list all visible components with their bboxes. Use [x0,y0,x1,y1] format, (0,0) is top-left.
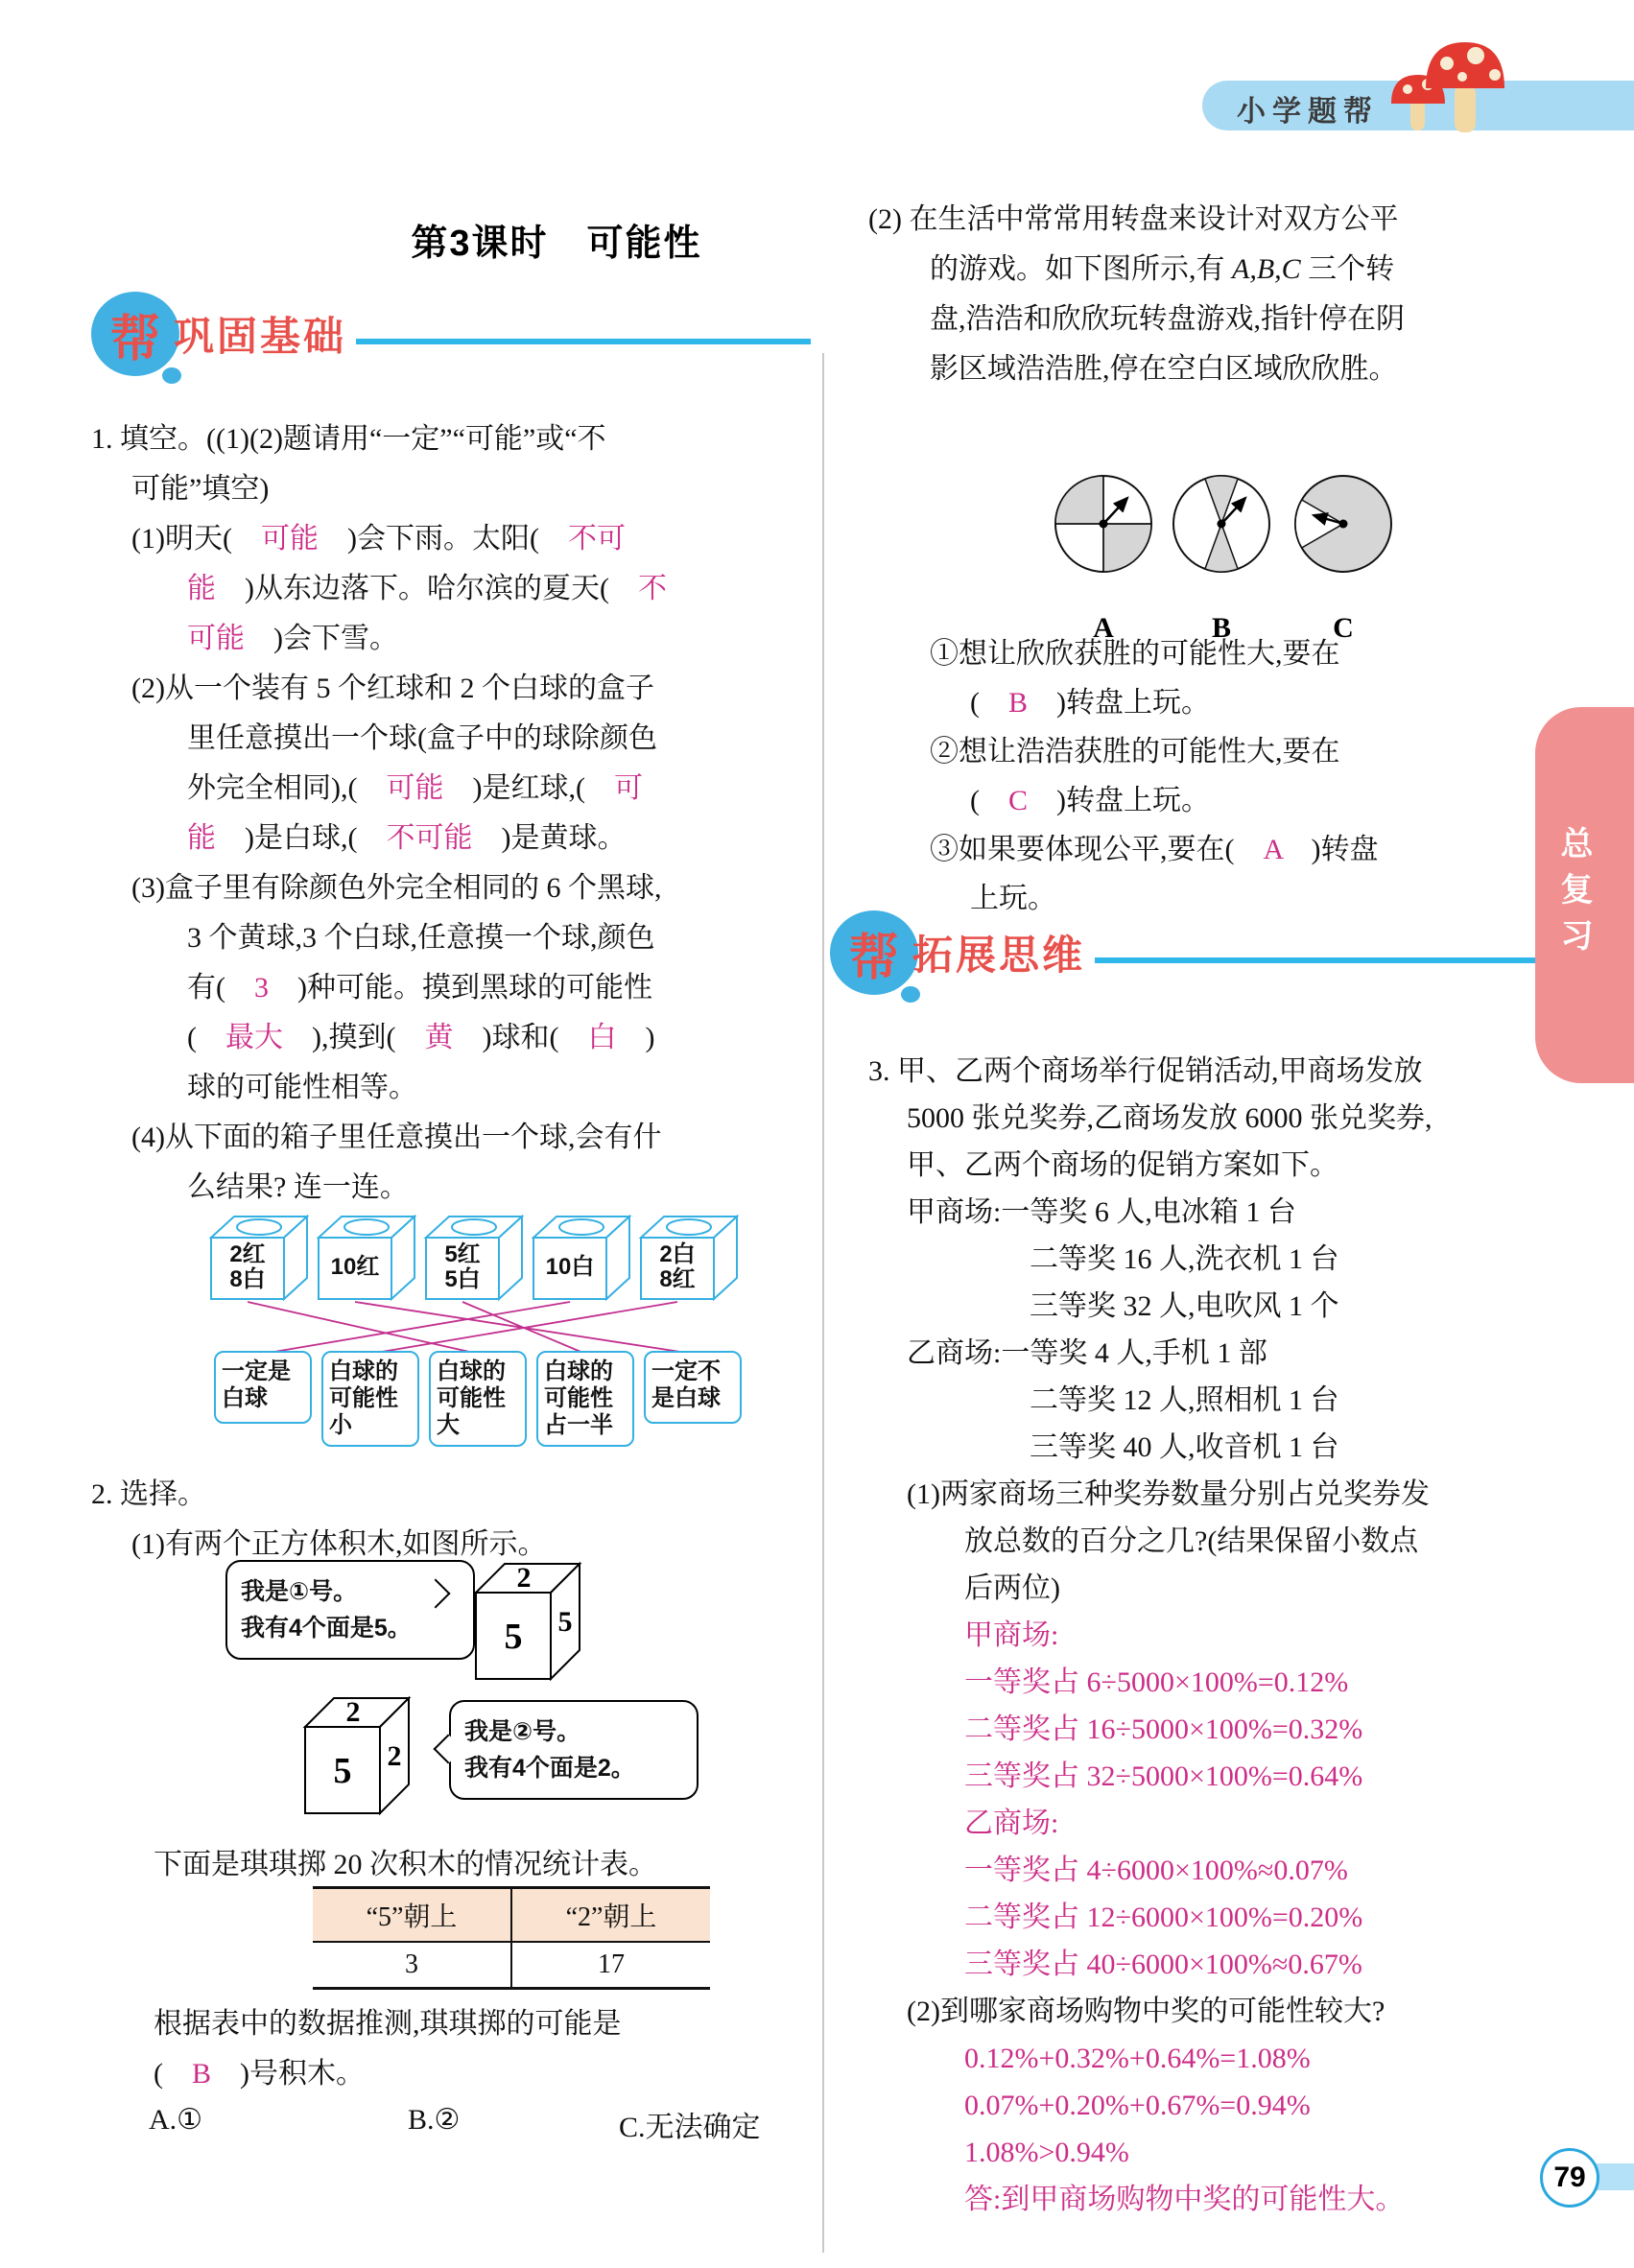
text-line: 二等奖 12 人,照相机 1 台 [1030,1384,1339,1416]
option-c: C.无法确定 [619,2112,761,2143]
text-line: 二等奖占 12÷6000×100%=0.20% [964,1902,1363,1933]
text-line: 三等奖 40 人,收音机 1 台 [1030,1431,1339,1463]
table-header-cell: “5”朝上 [313,1889,512,1941]
box-label: 2白 8红 [659,1241,696,1292]
text-line: (2)到哪家商场购物中奖的可能性较大? [907,1996,1385,2027]
matching-diagram [209,1211,743,1453]
text-line: 球的可能性相等。 [187,1072,417,1103]
text-line: 放总数的百分之几?(结果保留小数点 [964,1525,1419,1557]
text-line: (1)有两个正方体积木,如图所示。 [131,1528,547,1560]
text-line: 的游戏。如下图所示,有 A,B,C 三个转 [930,253,1395,285]
text-line: ②想让浩浩获胜的可能性大,要在 [930,736,1340,768]
text-line: 有( 3 )种可能。摸到黑球的可能性 [187,972,652,1004]
question-2-text [91,1470,820,1570]
spinner-c [1295,476,1391,644]
text-line: (3)盒子里有除颜色外完全相同的 6 个黑球, [131,872,662,904]
box-label: 10白 [545,1254,595,1280]
text-line: 能 )是白球,( 不可能 )是黄球。 [187,822,627,854]
text-line: 根据表中的数据推测,琪琪掷的可能是 [154,2008,622,2040]
text-line: 能 )从东边落下。哈尔滨的夏天( 不 [187,573,667,604]
svg-text:2: 2 [345,1696,361,1728]
cube-2 [297,1689,414,1815]
text-line: 三等奖 32 人,电吹风 1 个 [1030,1290,1339,1322]
text-line: 下面是琪琪掷 20 次积木的情况统计表。 [154,1849,657,1880]
text-line: 里任意摸出一个球(盒子中的球除颜色 [187,722,657,754]
speech-bubble-cube2: 我是②号。 我有4个面是2。 [449,1700,699,1800]
table-intro [154,1840,825,1890]
text-line: 一等奖占 6÷5000×100%=0.12% [964,1666,1349,1698]
text-line: 二等奖占 16÷5000×100%=0.32% [964,1713,1363,1745]
choice-options [91,2103,811,2153]
text-line: 可能 )会下雪。 [187,623,398,654]
text-line: 甲商场: [964,1619,1059,1651]
text-line: 1. 填空。((1)(2)题请用“一定”“可能”或“不 [91,423,606,455]
svg-text:5: 5 [557,1606,573,1638]
text-line: (2)从一个装有 5 个红球和 2 个白球的盒子 [131,673,654,704]
text-line: 外完全相同),( 可能 )是红球,( 可 [187,772,643,804]
answer-card: 一定是 白球 [214,1351,312,1424]
spinner-a [1055,476,1151,644]
section-title-consolidate: 巩固基础 [174,314,347,359]
box-label: 2红 8白 [229,1241,266,1292]
section-title-expand: 拓展思维 [912,933,1086,978]
answer-card: 白球的 可能性 大 [429,1351,527,1447]
option-b: B.② [408,2104,461,2136]
spinner-diagrams [1012,459,1425,646]
text-line: 0.07%+0.20%+0.67%=0.94% [964,2090,1311,2121]
question-3-text [868,1048,1598,2223]
speech-bubble-cube1: 我是①号。 我有4个面是5。 [225,1560,475,1660]
page-title: 第3课时 可能性 [411,224,702,264]
table-cell: 17 [598,1949,625,1979]
section-rule [1095,957,1593,963]
text-line: 乙商场: [964,1807,1059,1839]
text-line: 三等奖占 40÷6000×100%≈0.67% [964,1949,1362,1980]
text-line: 后两位) [964,1572,1060,1604]
text-line: 0.12%+0.32%+0.64%=1.08% [964,2043,1311,2074]
table-row [313,1943,710,1987]
text-line: 3 个黄球,3 个白球,任意摸一个球,颜色 [187,922,655,954]
text-line: ( C )转盘上玩。 [970,785,1211,816]
text-line: ( 最大 ),摸到( 黄 )球和( 白 ) [187,1022,655,1053]
text-line: ( B )转盘上玩。 [970,687,1211,719]
badge-blob-icon: 帮 [91,292,179,376]
text-line: 上玩。 [970,883,1056,914]
text-line: (1)明天( 可能 )会下雨。太阳( 不可 [131,523,626,555]
option-a: A.① [149,2104,203,2136]
box-label: 10红 [330,1254,380,1280]
text-line: (4)从下面的箱子里任意摸出一个球,会有什 [131,1122,662,1153]
text-line: 3. 甲、乙两个商场举行促销活动,甲商场发放 [868,1055,1423,1087]
column-divider [822,353,824,2253]
text-line: 二等奖 16 人,洗衣机 1 台 [1030,1243,1339,1275]
table-header-row [313,1889,710,1943]
page-number: 79 [1540,2148,1599,2208]
question-2r-subitems [868,629,1598,923]
question-2r-text [868,195,1598,394]
mushroom-icon [1355,35,1508,142]
svg-text:5: 5 [333,1751,352,1791]
svg-text:C: C [1333,612,1354,644]
text-line: ( B )号积木。 [154,2058,366,2090]
table-cell: 3 [313,1943,512,1987]
answer-card: 一定不 是白球 [644,1351,742,1424]
text-line: ③如果要体现公平,要在( A )转盘 [930,834,1379,865]
table-header-cell: “2”朝上 [565,1902,657,1932]
chapter-tab [1535,707,1634,1083]
text-line: 1.08%>0.94% [964,2137,1129,2168]
text-line: 影区域浩浩胜,停在空白区域欣欣胜。 [930,353,1398,385]
text-line: 5000 张兑奖券,乙商场发放 6000 张兑奖券, [907,1102,1433,1134]
text-line: 甲、乙两个商场的促销方案如下。 [907,1149,1338,1181]
brand-name: 小学题帮 [1237,96,1379,128]
cube-1 [468,1554,585,1681]
svg-text:2: 2 [516,1562,532,1594]
svg-text:2: 2 [387,1740,402,1772]
text-line: (1)两家商场三种奖券数量分别占兑奖券发 [907,1478,1430,1510]
section-badge-expand [830,907,1593,999]
badge-blob-icon: 帮 [830,910,918,995]
svg-text:A: A [1093,612,1114,644]
box-label: 5红 5白 [444,1241,481,1292]
text-line: 答:到甲商场购物中奖的可能性大。 [964,2184,1405,2215]
text-line: 甲商场:一等奖 6 人,电冰箱 1 台 [907,1196,1296,1228]
section-badge-consolidate [91,288,811,380]
answer-card: 白球的 可能性 占一半 [536,1351,634,1447]
section-rule [356,339,811,344]
text-line: 三等奖占 32÷5000×100%=0.64% [964,1760,1363,1792]
chapter-tab-label: 总复习 [1555,826,1592,964]
text-line: 可能”填空) [131,473,270,505]
spinner-b [1173,476,1269,644]
text-line: 一等奖占 4÷6000×100%≈0.07% [964,1855,1348,1886]
text-line: 2. 选择。 [91,1478,206,1510]
text-line: ①想让欣欣获胜的可能性大,要在 [930,638,1340,670]
text-line: 么结果? 连一连。 [187,1171,409,1203]
svg-text:B: B [1211,612,1232,644]
text-line: 盘,浩浩和欣欣玩转盘游戏,指针停在阴 [930,303,1405,335]
text-line: (2) 在生活中常常用转盘来设计对双方公平 [868,203,1399,235]
stats-table [313,1886,710,1990]
answer-card: 白球的 可能性 小 [321,1351,419,1447]
svg-text:5: 5 [504,1617,523,1657]
question-2-conclusion [91,1999,820,2099]
text-line: 乙商场:一等奖 4 人,手机 1 部 [907,1337,1267,1369]
question-1-text [91,414,820,1213]
